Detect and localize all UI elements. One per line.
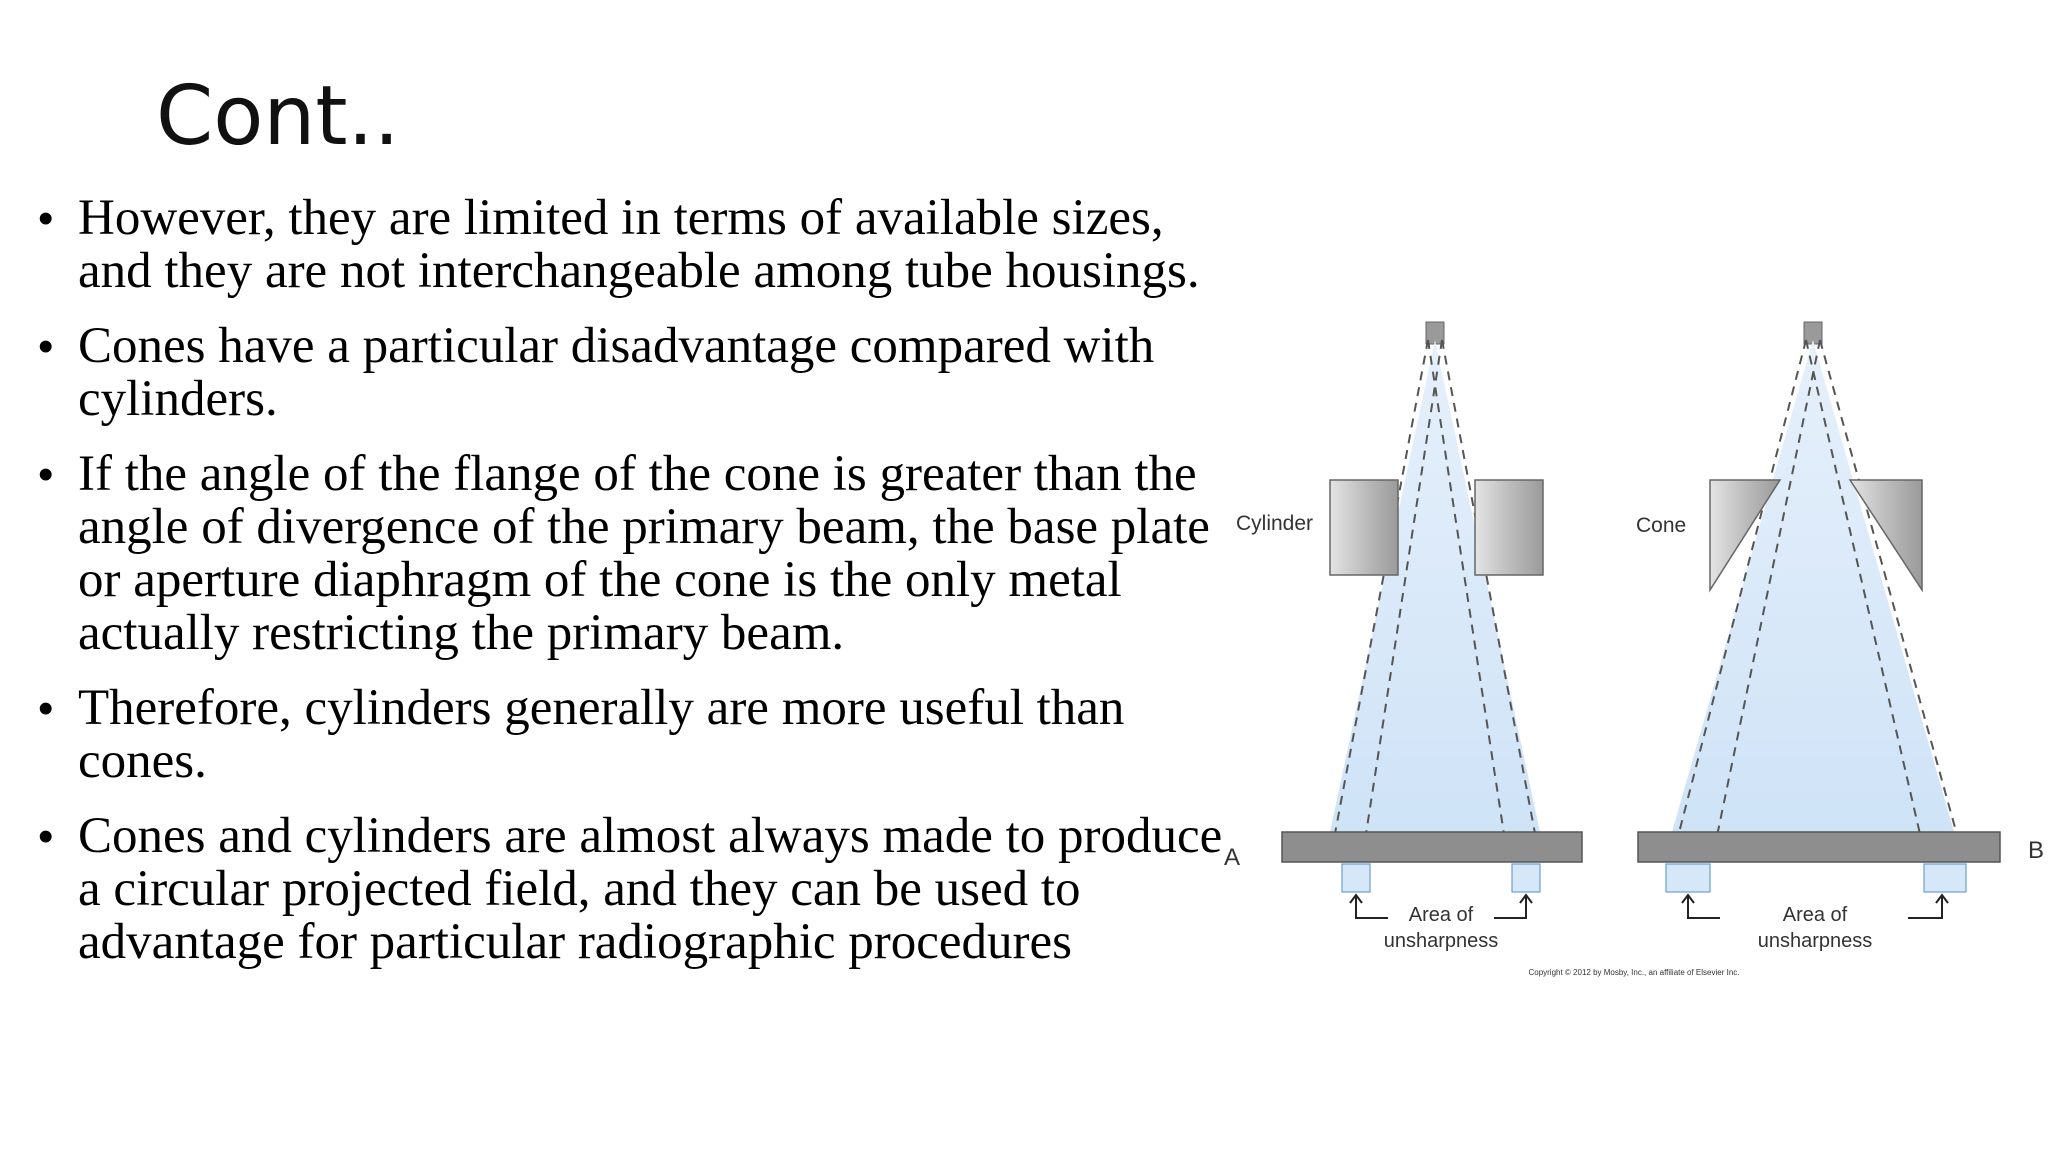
panel-label-b: B <box>2028 837 2045 864</box>
cylinder-panel <box>1282 322 1582 918</box>
unsharpness-label-line1: Area of <box>1408 904 1474 926</box>
unsharpness-label-line1: Area of <box>1782 904 1848 926</box>
primary-beam-left <box>1330 340 1540 832</box>
primary-beam-right <box>1672 340 1954 832</box>
cylinder-wall-left <box>1330 480 1398 575</box>
bullet-text: However, they are limited in terms of available sizes, and they are not interchangeable among tube housings. <box>78 190 1200 299</box>
slide-title: Cont.. <box>156 69 400 164</box>
bullet-marker: • <box>38 450 54 499</box>
bullet-item <box>38 448 1228 660</box>
bullet-list <box>38 192 1228 991</box>
cylinder-cone-figure <box>1220 300 2048 1000</box>
unsharp-zone <box>1512 864 1540 892</box>
figure-drawing <box>1220 300 2048 1000</box>
cone-panel <box>1638 322 2000 918</box>
bullet-marker: • <box>38 684 54 733</box>
panel-label-a: A <box>1224 844 1241 871</box>
cone-label: Cone <box>1636 514 1687 537</box>
bullet-item <box>38 810 1228 969</box>
bullet-marker: • <box>38 812 54 861</box>
bullet-marker: • <box>38 194 54 243</box>
unsharpness-label-line2: unsharpness <box>1757 930 1873 952</box>
cylinder-wall-right <box>1475 480 1543 575</box>
bullet-item <box>38 682 1228 788</box>
receptor-plate-left <box>1282 832 1582 862</box>
unsharp-zone <box>1342 864 1370 892</box>
bullet-text: Cones and cylinders are almost always made to produce a circular projected field, and they can be used to advantage for particular radiographic procedures <box>78 808 1223 970</box>
copyright-notice: Copyright © 2012 by Mosby, Inc., an affiliate of Elsevier Inc. <box>1528 968 1740 977</box>
bullet-item <box>38 192 1228 298</box>
bullet-text: Cones have a particular disadvantage compared with cylinders. <box>78 318 1155 427</box>
bullet-text: If the angle of the flange of the cone is greater than the angle of divergence of the primary beam, the base plate or aperture diaphragm of the cone is the only metal actually restricting the primary beam. <box>78 446 1210 661</box>
cylinder-label: Cylinder <box>1236 512 1314 535</box>
receptor-plate-right <box>1638 832 2000 862</box>
unsharpness-label-line2: unsharpness <box>1383 930 1499 952</box>
bullet-marker: • <box>38 322 54 371</box>
unsharp-zone <box>1666 864 1710 892</box>
bullet-item <box>38 320 1228 426</box>
bullet-text: Therefore, cylinders generally are more useful than cones. <box>78 680 1125 789</box>
unsharp-zone <box>1924 864 1966 892</box>
